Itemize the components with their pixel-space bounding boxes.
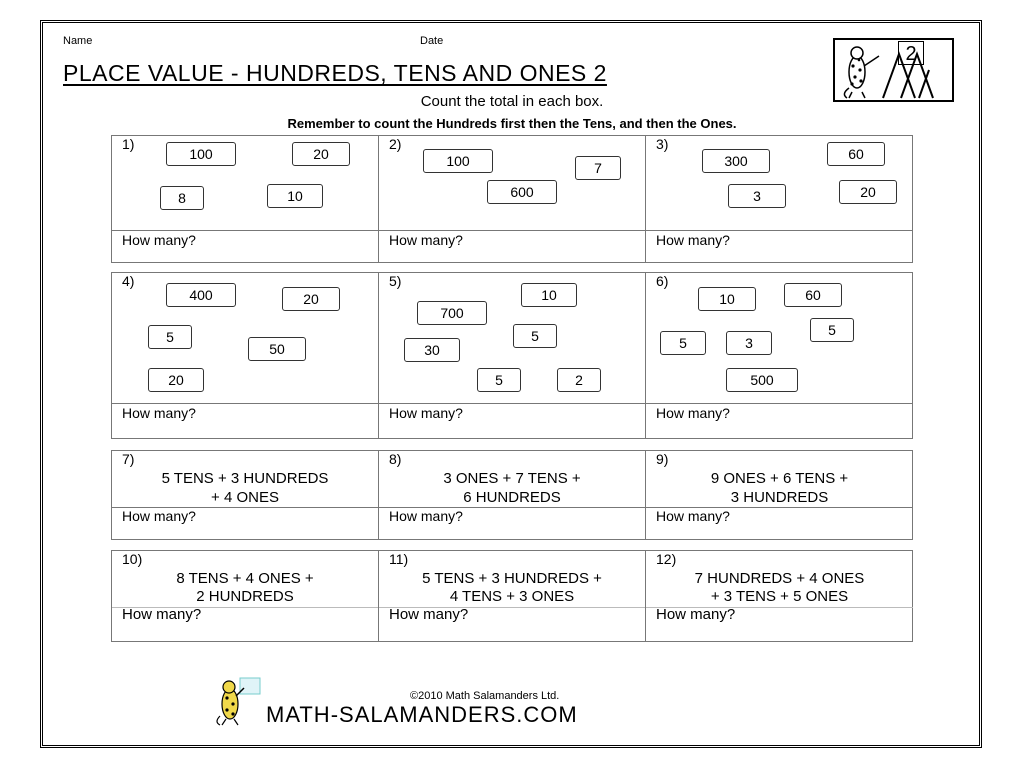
question-number: 10) xyxy=(122,551,143,567)
question-number: 4) xyxy=(122,273,135,289)
question-4 xyxy=(112,273,379,438)
question-text: 3 HUNDREDS xyxy=(730,489,829,506)
salamander-logo xyxy=(833,38,954,102)
question-text: + 4 ONES xyxy=(211,489,279,506)
question-text: 9 ONES + 6 TENS + xyxy=(710,470,849,487)
answer-divider xyxy=(646,230,913,231)
how-many-label: How many? xyxy=(656,232,730,248)
how-many-label: How many? xyxy=(389,405,463,421)
number-box: 5 xyxy=(513,324,557,348)
how-many-label: How many? xyxy=(656,508,730,524)
number-box: 7 xyxy=(575,156,621,180)
number-box: 10 xyxy=(267,184,323,208)
question-row-2 xyxy=(111,272,913,439)
question-12 xyxy=(646,551,913,641)
number-box: 500 xyxy=(726,368,798,392)
how-many-label: How many? xyxy=(389,508,463,524)
answer-divider xyxy=(646,403,913,404)
question-number: 5) xyxy=(389,273,402,289)
question-number: 1) xyxy=(122,136,135,152)
subtitle: Count the total in each box. xyxy=(420,93,604,110)
number-box: 8 xyxy=(160,186,204,210)
question-text: 5 TENS + 3 HUNDREDS xyxy=(161,470,329,487)
copyright-text: ©2010 Math Salamanders Ltd. xyxy=(410,690,560,702)
question-number: 8) xyxy=(389,451,402,467)
question-row-1 xyxy=(111,135,913,263)
how-many-label: How many? xyxy=(389,232,463,248)
how-many-label: How many? xyxy=(656,606,736,623)
answer-divider xyxy=(112,230,378,231)
number-box: 60 xyxy=(784,283,842,307)
number-box: 2 xyxy=(557,368,601,392)
how-many-label: How many? xyxy=(656,405,730,421)
question-9 xyxy=(646,451,913,539)
number-box: 100 xyxy=(423,149,493,173)
question-number: 3) xyxy=(656,136,669,152)
question-1 xyxy=(112,136,379,262)
question-row-4 xyxy=(111,550,913,642)
number-box: 20 xyxy=(839,180,897,204)
how-many-label: How many? xyxy=(122,232,196,248)
number-box: 600 xyxy=(487,180,557,204)
number-box: 20 xyxy=(282,287,340,311)
question-number: 6) xyxy=(656,273,669,289)
question-text: 8 TENS + 4 ONES + xyxy=(176,570,314,587)
question-8 xyxy=(379,451,646,539)
question-number: 11) xyxy=(389,551,409,567)
question-text: 7 HUNDREDS + 4 ONES xyxy=(694,570,865,587)
number-box: 5 xyxy=(660,331,706,355)
question-text: 5 TENS + 3 HUNDREDS + xyxy=(422,570,602,587)
question-number: 12) xyxy=(656,551,677,567)
question-text: 6 HUNDREDS xyxy=(463,489,561,506)
number-box: 10 xyxy=(698,287,756,311)
number-box: 5 xyxy=(477,368,521,392)
brand-wordmark: MATH-SALAMANDERS.COM xyxy=(266,702,578,727)
number-box: 50 xyxy=(248,337,306,361)
question-row-3 xyxy=(111,450,913,540)
number-box: 100 xyxy=(166,142,236,166)
number-box: 700 xyxy=(417,301,487,325)
number-box: 5 xyxy=(148,325,192,349)
question-text: + 3 TENS + 5 ONES xyxy=(710,588,849,605)
number-box: 60 xyxy=(827,142,885,166)
question-text: 4 TENS + 3 ONES xyxy=(449,588,575,605)
answer-divider xyxy=(112,403,378,404)
question-7 xyxy=(112,451,379,539)
how-many-label: How many? xyxy=(122,606,202,623)
date-label: Date xyxy=(420,35,444,47)
number-box: 300 xyxy=(702,149,770,173)
number-box: 3 xyxy=(728,184,786,208)
answer-divider xyxy=(379,403,645,404)
number-box: 10 xyxy=(521,283,577,307)
question-text: 2 HUNDREDS xyxy=(196,588,294,605)
number-box: 20 xyxy=(148,368,204,392)
number-box: 400 xyxy=(166,283,236,307)
question-10 xyxy=(112,551,379,641)
question-number: 9) xyxy=(656,451,669,467)
number-box: 3 xyxy=(726,331,772,355)
sheet-number: 2 xyxy=(898,41,924,65)
number-box: 30 xyxy=(404,338,460,362)
question-number: 7) xyxy=(122,451,135,467)
page-title: PLACE VALUE - HUNDREDS, TENS AND ONES 2 xyxy=(63,60,607,86)
how-many-label: How many? xyxy=(389,606,469,623)
question-6 xyxy=(646,273,913,438)
question-5 xyxy=(379,273,646,438)
salamander-icon xyxy=(835,40,952,100)
how-many-label: How many? xyxy=(122,508,196,524)
answer-divider xyxy=(379,230,645,231)
instruction: Remember to count the Hundreds first then the Tens, and then the Ones. xyxy=(287,116,737,131)
question-3 xyxy=(646,136,913,262)
question-2 xyxy=(379,136,646,262)
question-11 xyxy=(379,551,646,641)
number-box: 5 xyxy=(810,318,854,342)
question-text: 3 ONES + 7 TENS + xyxy=(443,470,581,487)
how-many-label: How many? xyxy=(122,405,196,421)
number-box: 20 xyxy=(292,142,350,166)
question-number: 2) xyxy=(389,136,402,152)
salamander-mascot-icon xyxy=(212,676,262,731)
name-label: Name xyxy=(63,35,93,47)
